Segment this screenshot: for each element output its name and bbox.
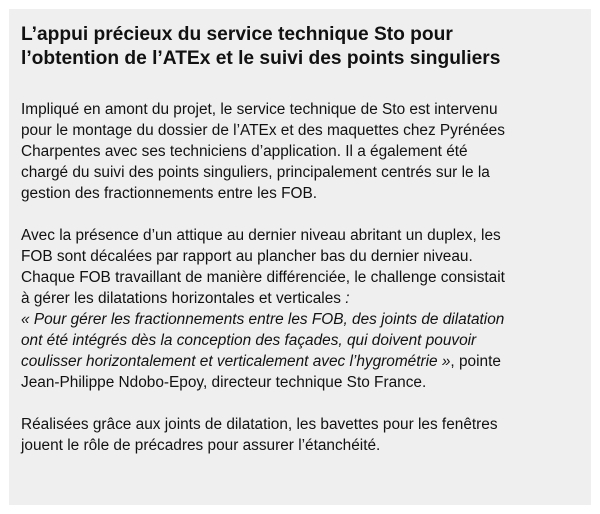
italic-colon: :: [345, 290, 350, 307]
title-line: l’obtention de l’ATEx et le suivi des points singuliers: [21, 48, 501, 69]
text-line: chargé du suivi des points singuliers, principalement centrés sur le la: [21, 164, 490, 181]
text-line: Charpentes avec ses techniciens d’application. Il a également été: [21, 143, 468, 160]
paragraph-2: [21, 225, 579, 393]
quote-line: [21, 309, 579, 330]
title-line: L’appui précieux du service technique Sto pour: [21, 24, 453, 45]
text-line: Impliqué en amont du projet, le service technique de Sto est intervenu: [21, 101, 498, 118]
paragraph-3: [21, 414, 579, 456]
text-line: Réalisées grâce aux joints de dilatation, les bavettes pour les fenêtres: [21, 416, 498, 433]
text-line: Chaque FOB travaillant de manière différenciée, le challenge consistait: [21, 269, 505, 286]
article-title: [21, 23, 579, 71]
attribution-line: Jean-Philippe Ndobo-Epoy, directeur technique Sto France.: [21, 374, 427, 391]
article-box: [9, 9, 591, 505]
quote-line: [21, 351, 579, 372]
text-line: gestion des fractionnements entre les FOB.: [21, 185, 317, 202]
text-line: FOB sont décalées par rapport au plancher bas du dernier niveau.: [21, 248, 473, 265]
paragraph-1: [21, 99, 579, 204]
text-line: jouent le rôle de précadres pour assurer l’étanchéité.: [21, 437, 381, 454]
text-segment: à gérer les dilatations horizontales et verticales: [21, 290, 346, 307]
quote-text: « Pour gérer les fractionnements entre les FOB, des joints de dilatation: [21, 311, 505, 328]
text-line: pour le montage du dossier de l’ATEx et des maquettes chez Pyrénées: [21, 122, 505, 139]
text-line: Avec la présence d’un attique au dernier niveau abritant un duplex, les: [21, 227, 501, 244]
quote-line: [21, 330, 579, 351]
quote-tail: , pointe: [450, 353, 501, 370]
quote-text: ont été intégrés dès la conception des façades, qui doivent pouvoir: [21, 332, 477, 349]
text-line: [21, 288, 579, 309]
quote-text: coulisser horizontalement et verticalement avec l’hygrométrie »: [21, 353, 451, 370]
